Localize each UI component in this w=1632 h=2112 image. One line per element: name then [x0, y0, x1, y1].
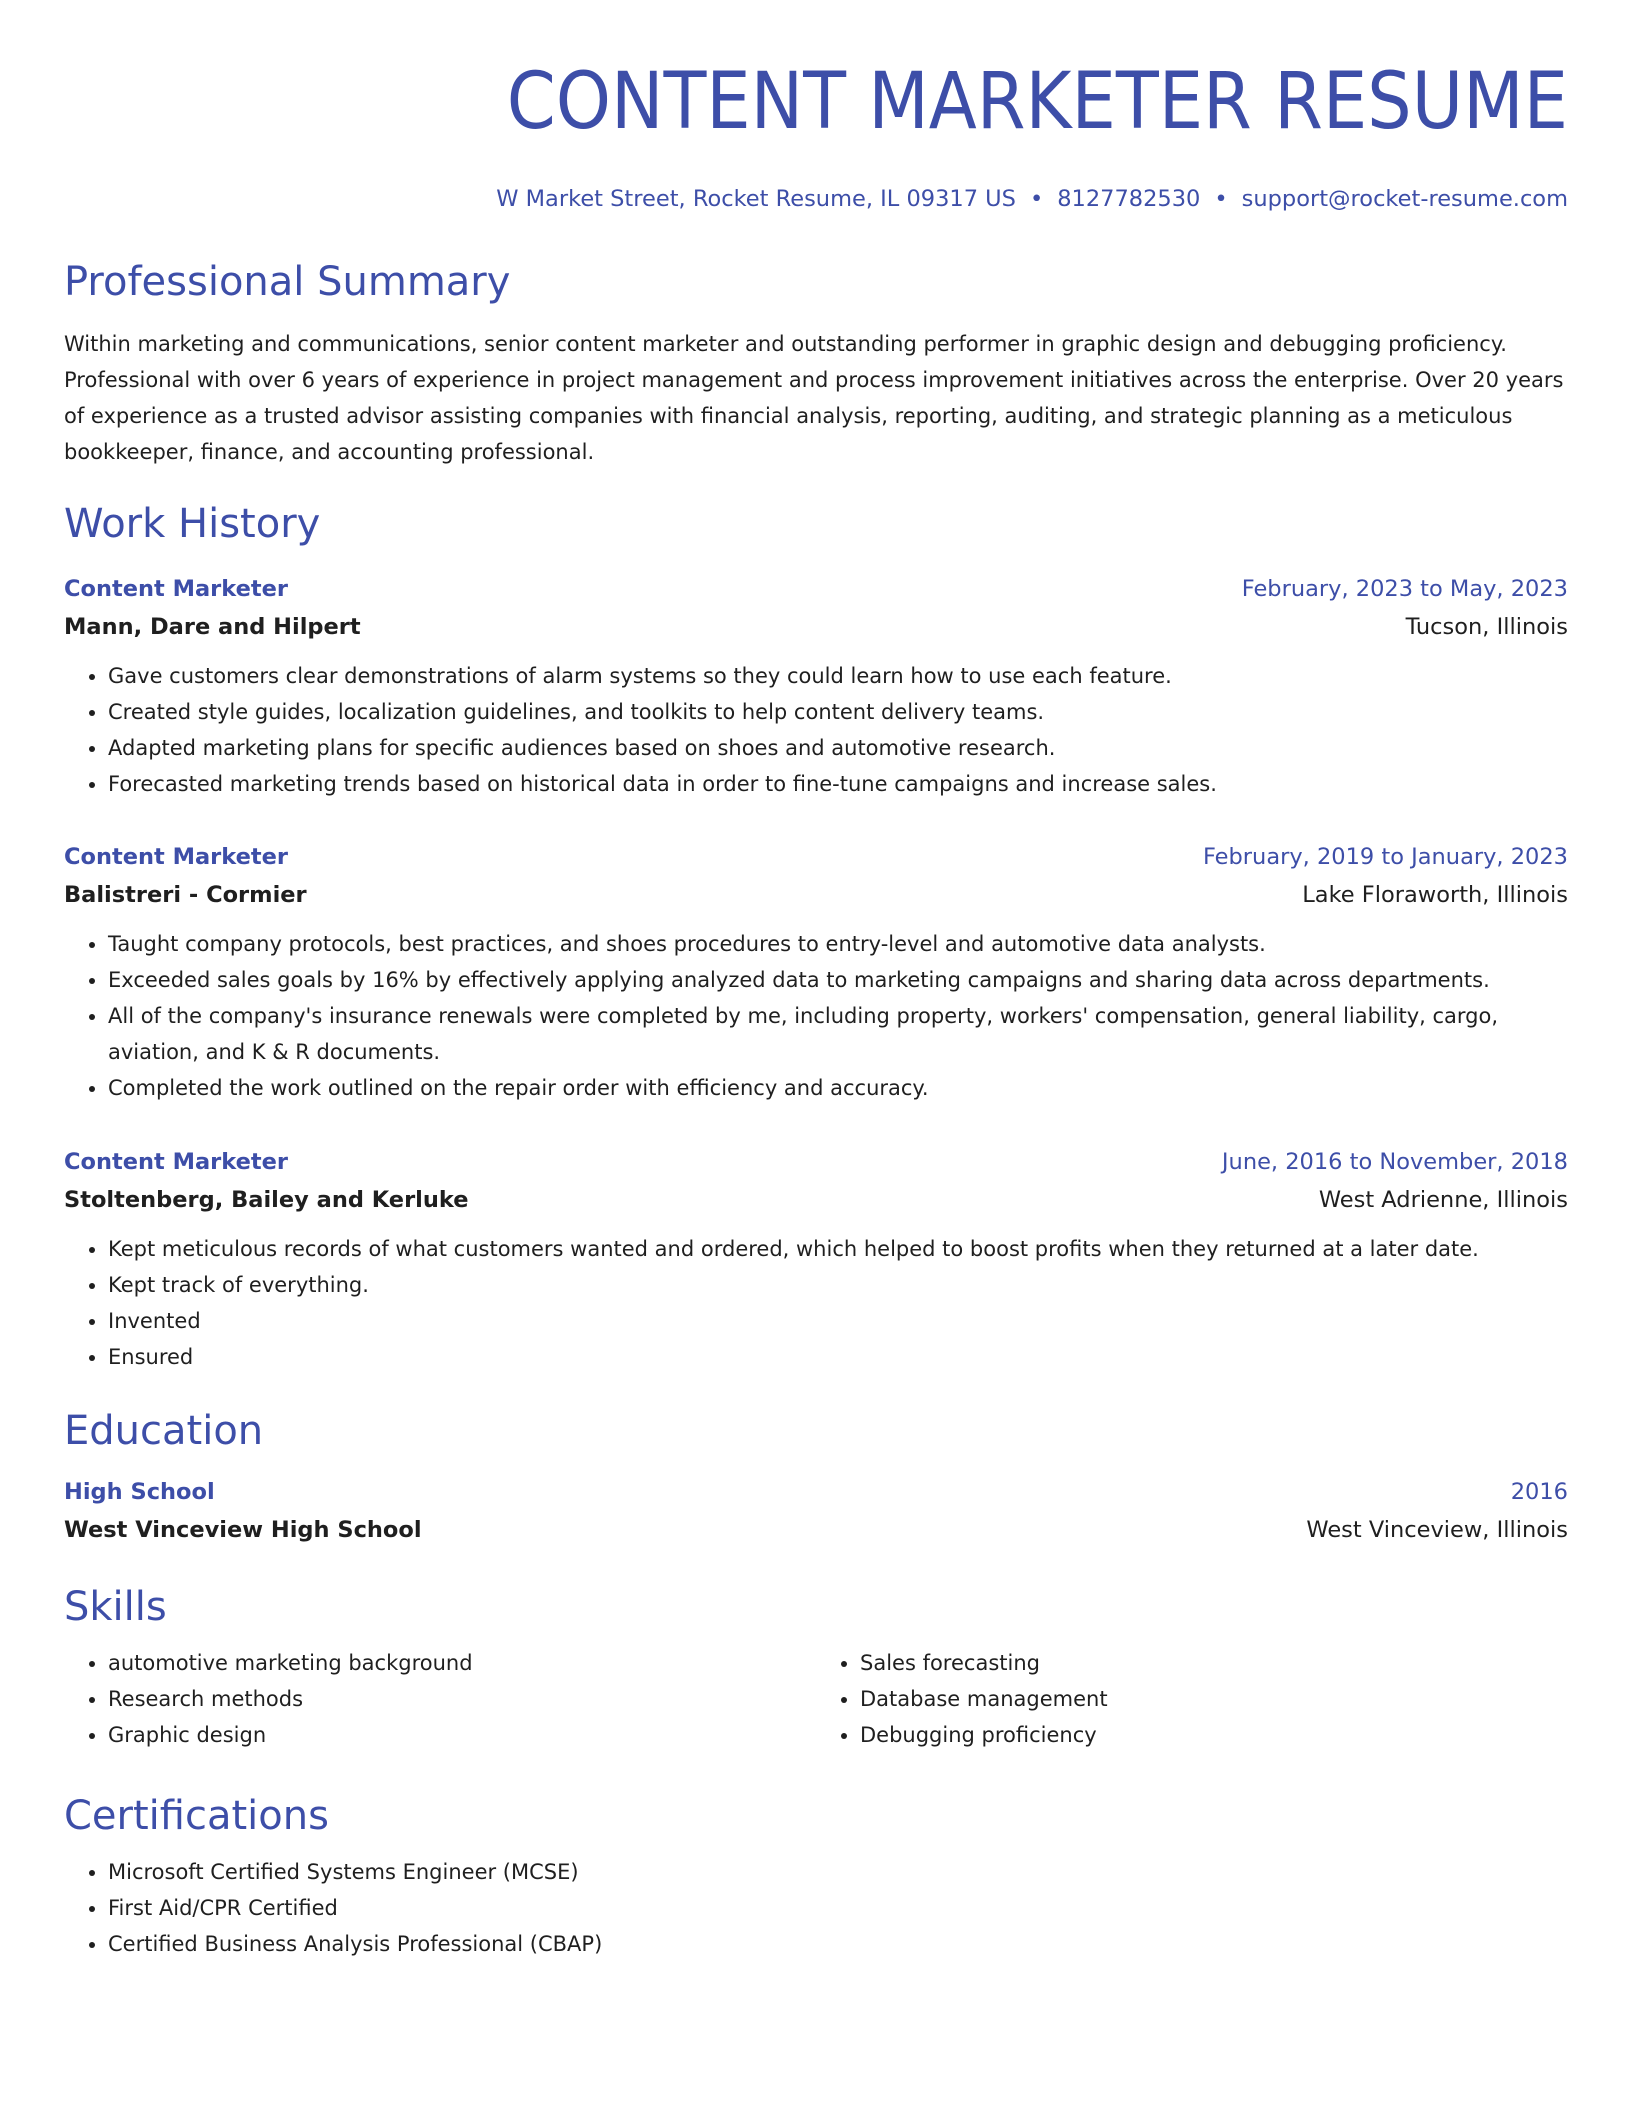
education-school: West Vinceview High School [64, 1517, 422, 1543]
list-item: • Gave customers clear demonstrations of alarm systems so they could learn how to use each feature. [108, 658, 1568, 694]
list-item: • Exceeded sales goals by 16% by effectively applying analyzed data to marketing campaigns and sharing data across departments. [108, 962, 1568, 998]
contact-address: W Market Street, Rocket Resume, IL 09317 US [496, 186, 1016, 212]
job-bullets [64, 1231, 1568, 1375]
list-item: • Adapted marketing plans for specific audiences based on shoes and automotive research. [108, 730, 1568, 766]
resume-header [64, 0, 1568, 214]
job-company: Balistreri - Cormier [64, 882, 307, 908]
section-title-summary: Professional Summary [64, 259, 511, 305]
education-degree: High School [64, 1479, 215, 1505]
summary-section [64, 258, 1568, 470]
list-item: • Kept track of everything. [108, 1267, 1568, 1303]
education-location: West Vinceview, Illinois [1306, 1517, 1568, 1543]
contact-phone: 8127782530 [1057, 186, 1201, 212]
contact-separator: • [1214, 186, 1228, 212]
skills-list-left [64, 1645, 816, 1753]
job-entry [64, 842, 1568, 1106]
job-location: Lake Floraworth, Illinois [1302, 882, 1568, 908]
skills-columns [64, 1645, 1568, 1753]
list-item: • Forecasted marketing trends based on historical data in order to fine-tune campaigns and increase sales. [108, 766, 1568, 802]
job-bullets [64, 658, 1568, 802]
resume-title: CONTENT MARKETER RESUME [506, 57, 1568, 147]
job-title: Content Marketer [64, 1149, 289, 1175]
job-entry [64, 1147, 1568, 1375]
list-item: • Kept meticulous records of what customers wanted and ordered, which helped to boost profits when they returned at a later date. [108, 1231, 1568, 1267]
skill-item: • automotive marketing background [108, 1645, 816, 1681]
certification-item: • Microsoft Certified Systems Engineer (MCSE) [108, 1854, 1568, 1890]
section-title-education: Education [64, 1408, 264, 1454]
list-item: • Completed the work outlined on the repair order with efficiency and accuracy. [108, 1070, 1568, 1106]
job-title: Content Marketer [64, 576, 289, 602]
education-section [64, 1407, 1568, 1545]
list-item: • Ensured [108, 1339, 1568, 1375]
certification-item: • First Aid/CPR Certified [108, 1890, 1568, 1926]
contact-line [64, 184, 1568, 214]
job-dates: February, 2019 to January, 2023 [1202, 844, 1568, 870]
work-history-section [64, 500, 1568, 548]
job-title: Content Marketer [64, 844, 289, 870]
skill-item: • Database management [860, 1681, 1568, 1717]
section-title-skills: Skills [64, 1584, 167, 1630]
certifications-list [64, 1854, 1568, 1962]
contact-email: support@rocket-resume.com [1241, 186, 1568, 212]
section-title-certifications: Certifications [64, 1793, 329, 1839]
list-item: • Invented [108, 1303, 1568, 1339]
job-location: Tucson, Illinois [1405, 614, 1568, 640]
skill-item: • Graphic design [108, 1717, 816, 1753]
job-location: West Adrienne, Illinois [1318, 1187, 1568, 1213]
job-dates: June, 2016 to November, 2018 [1221, 1149, 1568, 1175]
summary-text: Within marketing and communications, senior content marketer and outstanding performer in graphic design and debugging proficiency. Professional with over 6 years of experience in project management and process improvement initiatives across the enterprise. Over 20 years of experience as a trusted advisor assisting companies with financial analysis, reporting, auditing, and strategic planning as a meticulous bookkeeper, finance, and accounting professional. [64, 332, 1564, 464]
skill-item: • Debugging proficiency [860, 1717, 1568, 1753]
job-company: Mann, Dare and Hilpert [64, 614, 361, 640]
certification-item: • Certified Business Analysis Professional (CBAP) [108, 1926, 1568, 1962]
list-item: • Taught company protocols, best practices, and shoes procedures to entry-level and automotive data analysts. [108, 926, 1568, 962]
job-company: Stoltenberg, Bailey and Kerluke [64, 1187, 469, 1213]
skills-section [64, 1583, 1568, 1753]
job-entry [64, 574, 1568, 802]
education-year: 2016 [1510, 1479, 1568, 1505]
job-bullets [64, 926, 1568, 1106]
certifications-section [64, 1792, 1568, 1962]
job-dates: February, 2023 to May, 2023 [1241, 576, 1568, 602]
list-item: • Created style guides, localization guidelines, and toolkits to help content delivery teams. [108, 694, 1568, 730]
contact-separator: • [1029, 186, 1044, 212]
skill-item: • Sales forecasting [860, 1645, 1568, 1681]
skills-list-right [816, 1645, 1568, 1753]
list-item: • All of the company's insurance renewals were completed by me, including property, workers' compensation, general liability, cargo, aviation, and K & R documents. [108, 998, 1568, 1070]
section-title-work-history: Work History [64, 501, 321, 547]
skill-item: • Research methods [108, 1681, 816, 1717]
